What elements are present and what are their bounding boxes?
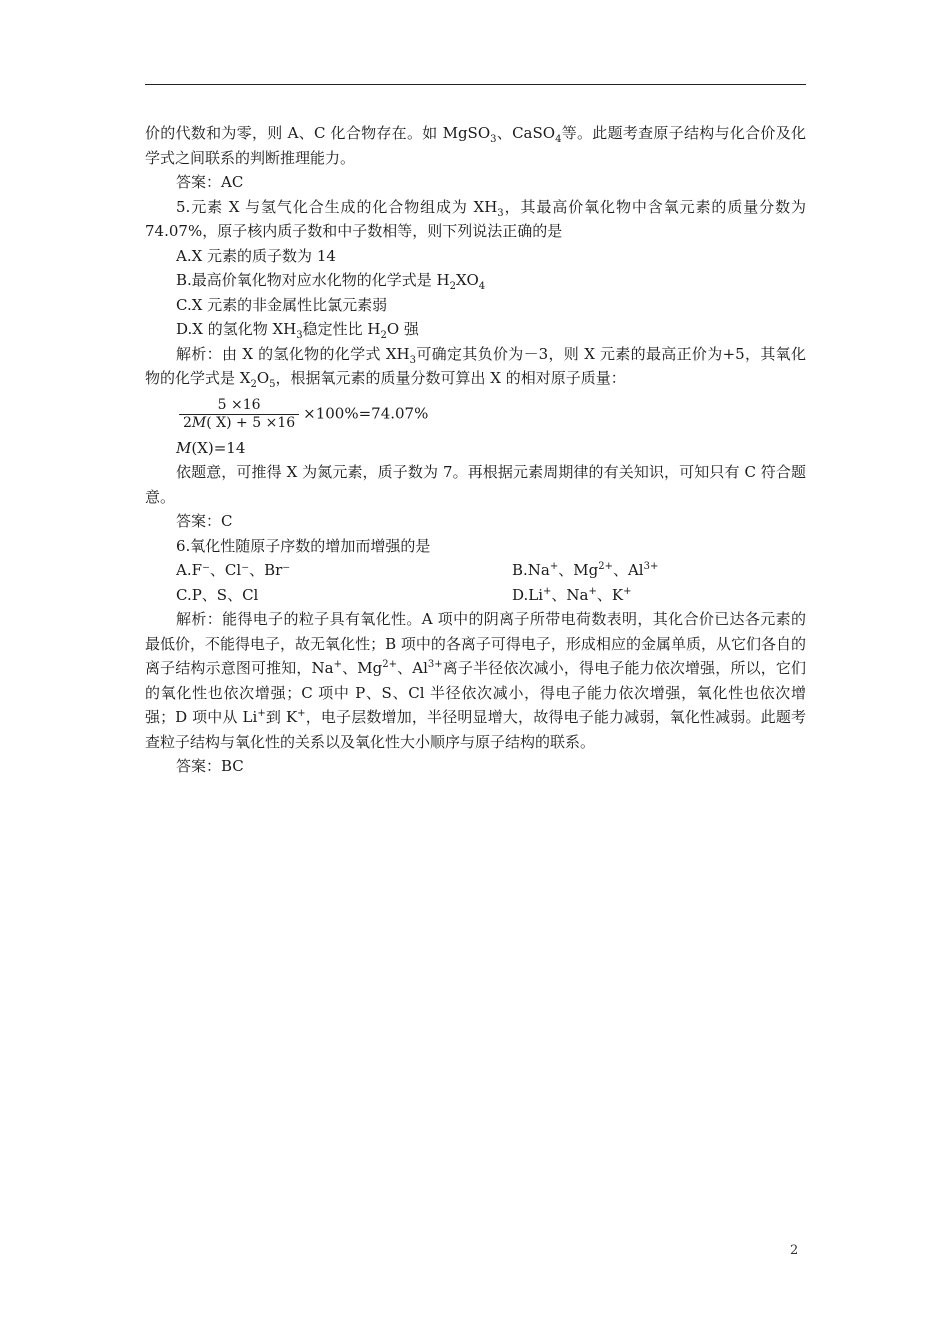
solution-5-conclusion: 依题意，可推得 X 为氮元素，质子数为 7。再根据元素周期律的有关知识，可知只有 C 符合题意。	[145, 463, 806, 506]
formula-result: ×100%=74.07%	[303, 404, 429, 422]
question-5: 5.元素 X 与氢气化合生成的化合物组成为 $XH_3$，其最高价氧化物中含氧元素的质量分数为 74.07%，原子核内质子数和中子数相等，则下列说法正确的是	[145, 197, 806, 240]
q6-option-a: A.F⁻、Cl⁻、Br⁻	[176, 561, 291, 579]
answer-q5: 答案：C	[176, 512, 233, 530]
q6-option-c: C.P、S、Cl	[176, 585, 259, 604]
mass-fraction-formula	[145, 395, 806, 434]
header-rule	[145, 84, 806, 85]
page-content	[145, 121, 806, 779]
solution-5: 解析：由 X 的氢化物的化学式 $XH_3$可确定其负价为－3，则 X 元素的最高正价为+5，其氧化物的化学式是 $X_2O_5$，根据氧元素的质量分数可算出 X 的相对原子质量：	[145, 344, 806, 390]
q6-option-d: D.Li+、Na+、K+	[512, 585, 632, 604]
fraction-numerator: 5 ×16	[217, 396, 261, 413]
fraction-denominator: 2M( X) + 5 ×16	[183, 414, 296, 431]
page-number: 2	[790, 1243, 799, 1258]
q5-option-a: A.X 元素的质子数为 14	[176, 246, 336, 265]
q6-option-b: B.Na+、$Mg^{2+}$、$Al^{3+}$	[512, 561, 659, 579]
q6-options-row-1	[145, 558, 806, 583]
q5-option-d: D.X 的氢化物 $XH_3$稳定性比 $H_2O$ 强	[176, 320, 419, 341]
solution-6: 解析：能得电子的粒子具有氧化性。A 项中的阴离子所带电荷数表明，其化合价已达各元素的最低价，不能得电子，故无氧化性；B 项中的各离子可得电子，形成相应的金属单质，从它们各自的离子结构示意图可推知，Na+、$Mg^{2+}$、$Al^{3+}$离子半径依次减小，得电子能力依次增强，所以，它们的氧化性也依次增强；C 项中 P、S、Cl 半径依次减小，得电子能力依次增强，氧化性也依次增强；D 项中从 Li+到 K+，电子层数增加，半径明显增大，故得电子能力减弱，氧化性减弱。此题考查粒子结构与氧化性的关系以及氧化性大小顺序与原子结构的联系。	[145, 610, 807, 751]
answer-q4: 答案：AC	[176, 173, 244, 191]
q5-option-b: B.最高价氧化物对应水化物的化学式是 $H_2XO_4$	[176, 271, 486, 292]
paragraph-continuation: 价的代数和为零，则 A、C 化合物存在。如 MgSO$_3$、CaSO$_4$等。此题考查原子结构与化合价及化学式之间联系的判断推理能力。	[145, 124, 806, 167]
q6-options-row-2	[145, 583, 806, 608]
q5-option-c: C.X 元素的非金属性比氯元素弱	[176, 295, 388, 314]
fraction	[179, 397, 299, 432]
mx-result: M(X)=14	[176, 438, 246, 457]
answer-q6: 答案：BC	[176, 757, 244, 775]
question-6: 6.氧化性随原子序数的增加而增强的是	[176, 536, 431, 555]
